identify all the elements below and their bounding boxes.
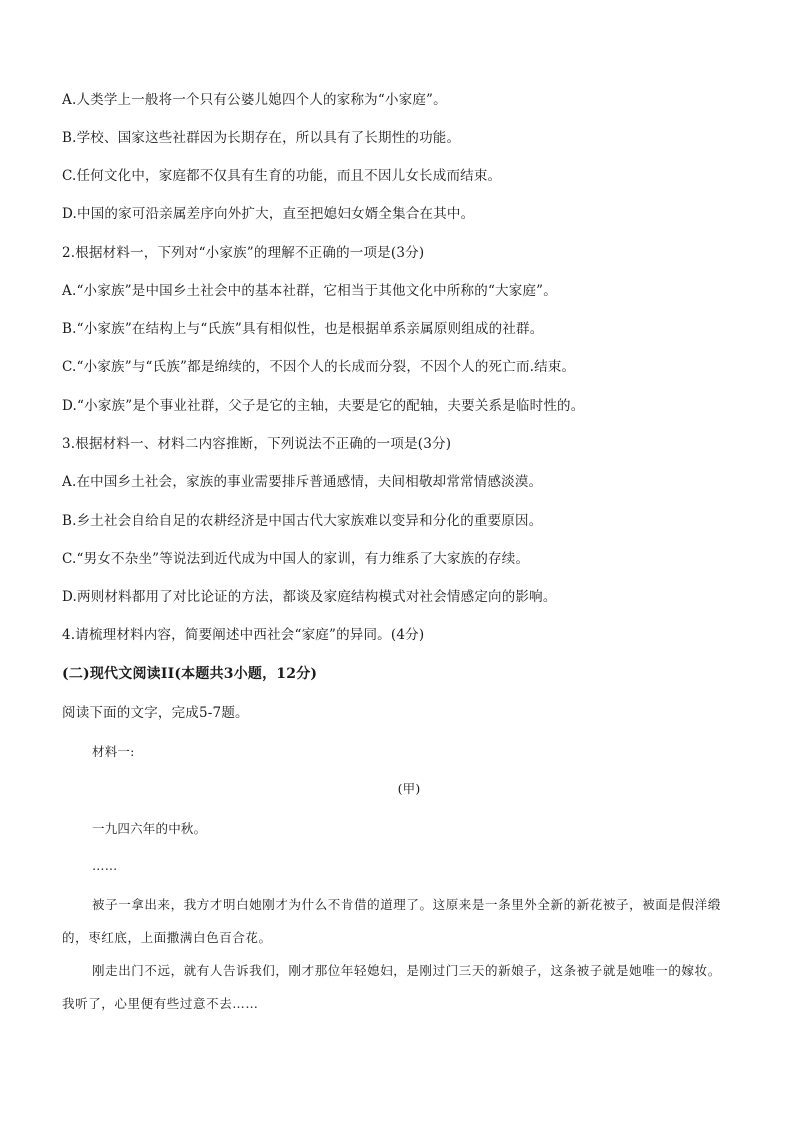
q3-option-a: A.在中国乡土社会，家族的事业需要排斥普通感情，夫间相敬却常常情感淡漠。 bbox=[62, 474, 543, 490]
q4-stem: 4.请梳理材料内容，简要阐述中西社会“家庭”的异同。(4分) bbox=[62, 627, 425, 643]
q1-option-d: D.中国的家可沿亲属差序向外扩大，直至把媳妇女婿全集合在其中。 bbox=[62, 206, 475, 222]
q3-option-d: D.两则材料都用了对比论证的方法，都谈及家庭结构模式对社会情感定向的影响。 bbox=[62, 589, 557, 605]
q3-option-c: C.“男女不杂坐”等说法到近代成为中国人的家训，有力维系了大家族的存续。 bbox=[62, 551, 530, 567]
story-paragraph-1: 被子一拿出来，我方才明白她刚才为什么不肯借的道理了。这原来是一条里外全新的新花被子，被面是假洋缎的，枣红底，上面撒满白色百合花。 bbox=[62, 897, 721, 945]
q2-option-b: B.“小家族”在结构上与“氏族”具有相似性，也是根据单系亲属原则组成的社群。 bbox=[62, 321, 544, 337]
material-label: 材料一: bbox=[92, 744, 135, 759]
story-subtitle: (甲) bbox=[397, 781, 421, 796]
story-ellipsis: …… bbox=[92, 858, 118, 873]
q2-option-d: D.“小家族”是个事业社群，父子是它的主轴，夫要是它的配轴，夫要关系是临时性的。 bbox=[62, 398, 585, 414]
story-date-line: 一九四六年的中秋。 bbox=[92, 821, 207, 836]
q3-option-b: B.乡土社会自给自足的农耕经济是中国古代大家族难以变异和分化的重要原因。 bbox=[62, 513, 543, 529]
q3-stem: 3.根据材料一、材料二内容推断，下列说法不正确的一项是(3分) bbox=[62, 436, 452, 452]
q2-option-a: A.“小家族”是中国乡土社会中的基本社群，它相当于其他文化中所称的“大家庭”。 bbox=[62, 283, 557, 299]
q2-option-c: C.“小家族”与“氏族”都是绵续的，不因个人的长成而分裂，不因个人的死亡而.结束。 bbox=[62, 359, 576, 375]
q1-option-b: B.学校、国家这些社群因为长期存在，所以具有了长期性的功能。 bbox=[62, 130, 461, 146]
q2-stem: 2.根据材料一，下列对“小家族”的理解不正确的一项是(3分) bbox=[62, 245, 425, 261]
section-heading: (二)现代文阅读II(本题共3小题，12分) bbox=[62, 666, 318, 682]
reading-instruction: 阅读下面的文字，完成5-7题。 bbox=[62, 705, 249, 721]
q1-option-c: C.任何文化中，家庭都不仅具有生育的功能，而且不因儿女长成而结束。 bbox=[62, 168, 502, 184]
story-paragraph-2: 刚走出门不远，就有人告诉我们，刚才那位年轻媳妇，是刚过门三天的新娘子，这条被子就是她唯一的嫁妆。我听了，心里便有些过意不去…… bbox=[62, 963, 721, 1011]
q1-option-a: A.人类学上一般将一个只有公婆儿媳四个人的家称为“小家庭”。 bbox=[62, 92, 447, 108]
